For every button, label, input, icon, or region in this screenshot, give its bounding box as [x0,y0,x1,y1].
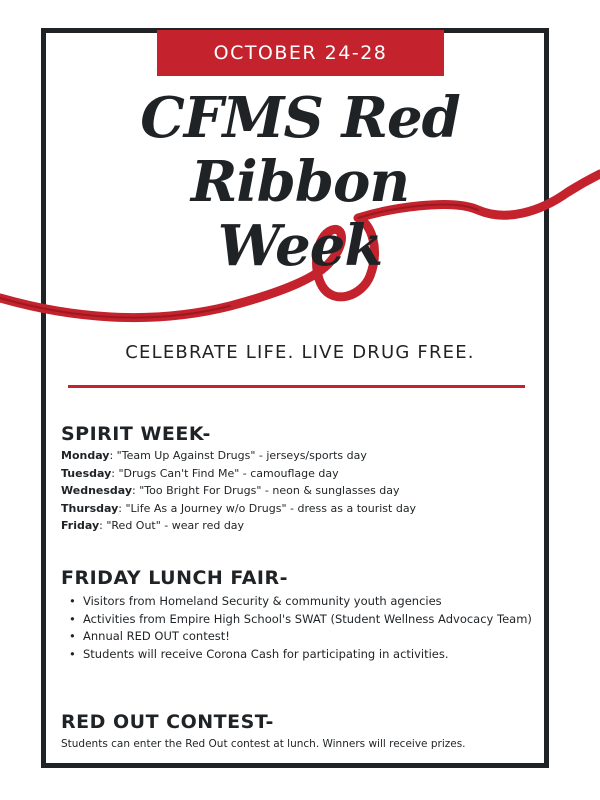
title-line-1: CFMS Red Ribbon [140,85,460,215]
red-out-heading: RED OUT CONTEST- [61,711,274,733]
day-theme: : "Team Up Against Drugs" - jerseys/sports day [109,449,367,462]
day-theme: : "Drugs Can't Find Me" - camouflage day [111,466,339,480]
list-item-text: Annual RED OUT contest! [83,629,230,643]
list-item-text: Students will receive Corona Cash for participating in activities. [83,646,449,661]
day-name: Thursday [61,501,119,515]
bullet-icon: • [69,629,76,643]
list-item [69,628,539,646]
page-title [44,86,556,278]
bullet-icon: • [69,611,76,626]
title-line-2: Week [217,213,383,279]
spirit-day-friday [61,517,541,535]
list-item [69,593,539,611]
day-name: Monday [61,449,110,462]
day-name: Friday [61,519,100,533]
spirit-week-heading: SPIRIT WEEK- [61,423,211,445]
day-name: Wednesday [61,484,133,498]
day-theme: : "Life As a Journey w/o Drugs" - dress as a tourist day [118,501,417,515]
lunch-fair-list [69,593,539,663]
day-theme: : "Too Bright For Drugs" - neon & sunglasses day [132,484,400,498]
spirit-day-wednesday [61,482,541,500]
bullet-icon: • [69,646,76,661]
spirit-day-tuesday [61,465,541,483]
bullet-icon: • [69,594,76,608]
list-item [69,646,539,664]
red-out-description: Students can enter the Red Out contest at lunch. Winners will receive prizes. [61,738,466,750]
day-theme: : "Red Out" - wear red day [99,519,245,533]
list-item [69,611,539,629]
tagline: CELEBRATE LIFE. LIVE DRUG FREE. [125,342,475,363]
day-name: Tuesday [61,466,112,480]
date-banner: OCTOBER 24-28 [157,30,444,76]
lunch-fair-heading: FRIDAY LUNCH FAIR- [61,567,289,589]
spirit-week-list [61,447,541,535]
spirit-day-monday [61,447,541,465]
list-item-text: Activities from Empire High School's SWAT (Student Wellness Advocacy Team) [83,611,532,626]
spirit-day-thursday [61,500,541,518]
divider-line [68,385,525,388]
list-item-text: Visitors from Homeland Security & community youth agencies [83,594,442,608]
